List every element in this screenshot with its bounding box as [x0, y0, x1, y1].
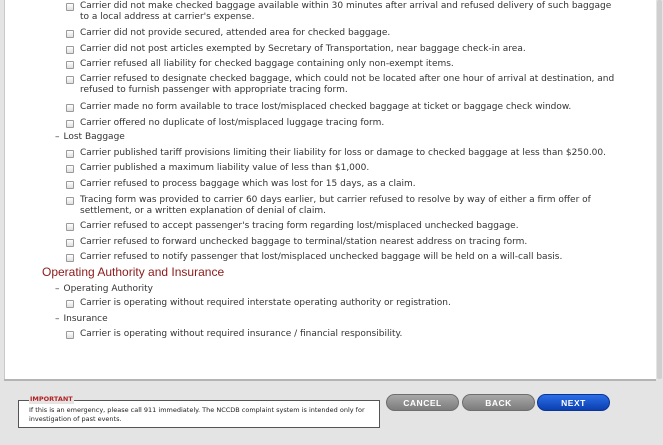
- checkbox-label: Carrier is operating without required interstate operating authority or registration.: [80, 298, 451, 308]
- checkbox-row[interactable]: [66, 59, 615, 70]
- checkbox[interactable]: [66, 223, 74, 231]
- divider: [4, 379, 656, 381]
- checkbox[interactable]: [66, 331, 74, 339]
- checkbox-label: Carrier refused all liability for checked baggage containing only non-exempt items.: [80, 59, 454, 69]
- back-button[interactable]: BACK: [462, 394, 535, 411]
- checkbox-row[interactable]: [66, 179, 615, 190]
- checkbox[interactable]: [66, 61, 74, 69]
- checkbox-label: Carrier refused to process baggage which was lost for 15 days, as a claim.: [80, 179, 416, 189]
- subsection-title: Lost Baggage: [63, 132, 125, 142]
- checkbox-row[interactable]: [66, 298, 615, 309]
- checkbox-row[interactable]: [66, 1, 615, 23]
- checkbox-row[interactable]: [66, 329, 615, 340]
- subsection-operating-authority[interactable]: [55, 284, 153, 294]
- checkbox-row[interactable]: [66, 28, 615, 39]
- subsection-lost-baggage[interactable]: [55, 132, 125, 142]
- collapse-icon[interactable]: –: [55, 284, 60, 294]
- checkbox[interactable]: [66, 104, 74, 112]
- checkbox-row[interactable]: [66, 74, 615, 96]
- checkbox[interactable]: [66, 150, 74, 158]
- checkbox[interactable]: [66, 181, 74, 189]
- complaint-form-panel: [4, 0, 657, 379]
- important-legend: IMPORTANT: [30, 395, 73, 403]
- checkbox-label: Carrier did not make checked baggage available within 30 minutes after arrival and refused delivery of such baggage to a local address at carrier's expense.: [80, 1, 612, 22]
- checkbox-label: Carrier refused to designate checked baggage, which could not be located after one hour of arrival at destination, and refused to furnish passenger with appropriate tracing form.: [80, 74, 615, 95]
- important-notice: [18, 395, 380, 428]
- checkbox-label: Carrier refused to accept passenger's tracing form regarding lost/misplaced unchecked baggage.: [80, 221, 519, 231]
- checkbox[interactable]: [66, 3, 74, 11]
- checkbox[interactable]: [66, 76, 74, 84]
- checkbox-row[interactable]: [66, 163, 615, 174]
- checkbox-label: Carrier did not provide secured, attended area for checked baggage.: [80, 28, 391, 38]
- checkbox[interactable]: [66, 165, 74, 173]
- collapse-icon[interactable]: –: [55, 314, 60, 324]
- scrollbar[interactable]: [656, 0, 663, 379]
- checkbox-row[interactable]: [66, 44, 615, 55]
- checkbox-row[interactable]: [66, 118, 615, 129]
- subsection-title: Insurance: [63, 314, 108, 324]
- checkbox[interactable]: [66, 300, 74, 308]
- checkbox-label: Tracing form was provided to carrier 60 days earlier, but carrier refused to resolve by way of either a firm offer of settlement, or a written explanation of denial of claim.: [80, 195, 591, 216]
- collapse-icon[interactable]: –: [55, 132, 60, 142]
- checkbox[interactable]: [66, 239, 74, 247]
- checkbox-row[interactable]: [66, 148, 615, 159]
- checkbox-row[interactable]: [66, 102, 615, 113]
- section-title: Operating Authority and Insurance: [42, 265, 225, 279]
- checkbox[interactable]: [66, 254, 74, 262]
- checkbox[interactable]: [66, 197, 74, 205]
- subsection-title: Operating Authority: [63, 284, 154, 294]
- checkbox-label: Carrier refused to notify passenger that lost/misplaced unchecked baggage will be held on a will-call basis.: [80, 252, 563, 262]
- checkbox-label: Carrier published a maximum liability value of less than $1,000.: [80, 163, 370, 173]
- checkbox-row[interactable]: [66, 252, 615, 263]
- checkbox[interactable]: [66, 30, 74, 38]
- checkbox-row[interactable]: [66, 237, 615, 248]
- checkbox-label: Carrier made no form available to trace lost/misplaced checked baggage at ticket or baggage check window.: [80, 102, 572, 112]
- checkbox-label: Carrier published tariff provisions limiting their liability for loss or damage to checked baggage at less than $250.00.: [80, 148, 606, 158]
- checkbox-row[interactable]: [66, 195, 615, 217]
- checkbox[interactable]: [66, 46, 74, 54]
- checkbox-label: Carrier is operating without required insurance / financial responsibility.: [80, 329, 403, 339]
- checkbox-label: Carrier refused to forward unchecked baggage to terminal/station nearest address on tracing form.: [80, 237, 528, 247]
- checkbox-label: Carrier offered no duplicate of lost/misplaced luggage tracing form.: [80, 118, 385, 128]
- scrollbar-thumb[interactable]: [657, 0, 662, 379]
- checkbox[interactable]: [66, 120, 74, 128]
- important-text: If this is an emergency, please call 911 immediately. The NCCDB complaint system is intended only for investigation of past events.: [29, 406, 365, 423]
- next-button[interactable]: NEXT: [537, 394, 610, 411]
- checkbox-row[interactable]: [66, 221, 615, 232]
- cancel-button[interactable]: CANCEL: [386, 394, 459, 411]
- subsection-insurance[interactable]: [55, 314, 108, 324]
- checkbox-label: Carrier did not post articles exempted by Secretary of Transportation, near baggage check-in area.: [80, 44, 526, 54]
